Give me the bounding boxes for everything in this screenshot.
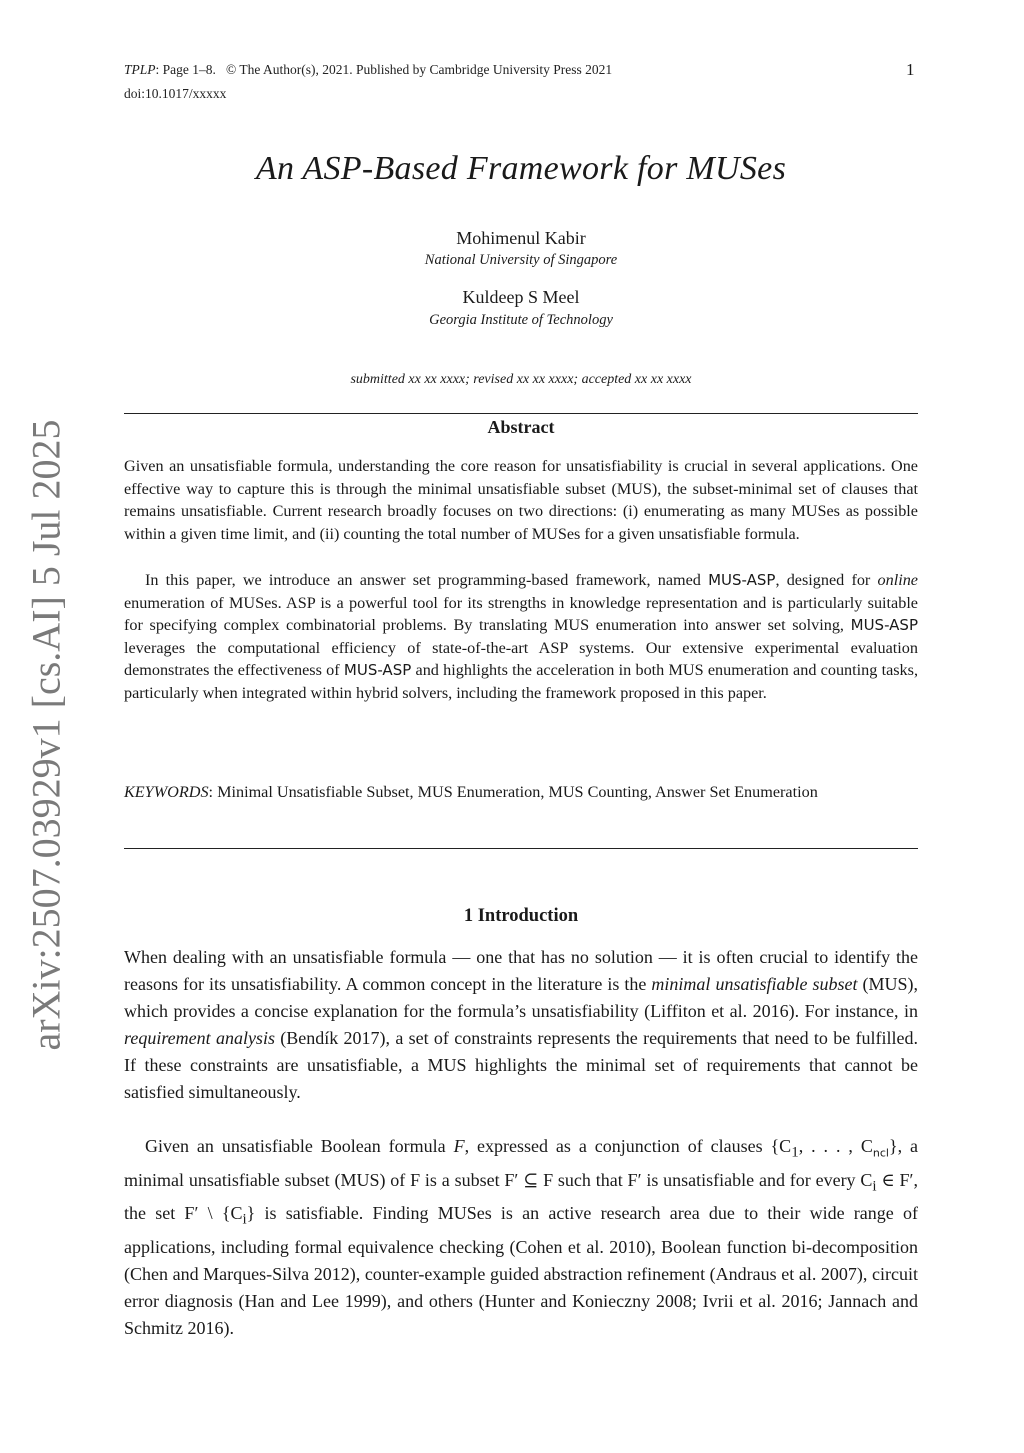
keywords-label: KEYWORDS — [124, 783, 209, 801]
paper-title: An ASP-Based Framework for MUSes — [255, 150, 787, 187]
bottom-rule — [124, 848, 918, 849]
section-heading: 1 Introduction — [463, 906, 579, 926]
intro-paragraph-2: Given an unsatisfiable Boolean formula F, expressed as a conjunction of clauses {$C_1$, . . . , $C_{ncl}$}, a minimal unsatisfiable subset (MUS) of F is a subset F′ ⊆ F such that F′ is unsatisfiable and for every $C_i$ ∈ F′, the set F′ \ $\{C_i\}$ is satisfiable. Finding MUSes is an active research area due to their wide range of applications, including formal equivalence checking (Cohen et al. 2010), Boolean function bi-decomposition (Chen and Marques-Silva 2012), counter-example guided abstraction refinement (Andraus et al. 2007), circuit error diagnosis (Han and Lee 1999), and others (Hunter and Konieczny 2008; Ivrii et al. 2016; Jannach and Schmitz 2016). — [124, 1136, 918, 1338]
keywords — [124, 781, 918, 804]
keywords-list: : Minimal Unsatisfiable Subset, MUS Enumeration, MUS Counting, Answer Set Enumeration — [208, 783, 818, 801]
author-affiliation: Georgia Institute of Technology — [429, 312, 613, 328]
page-range: : Page 1–8. — [155, 62, 216, 77]
intro-paragraph-1: When dealing with an unsatisfiable formula — one that has no solution — it is often crucial to identify the reasons for its unsatisfiability. A common concept in the literature is the minimal unsatisfiable subset (MUS), which provides a concise explanation for the formula’s unsatisfiability (Liffiton et al. 2016). For instance, in requirement analysis (Bendík 2017), a set of constraints represents the requirements that need to be fulfilled. If these constraints are unsatisfiable, a MUS highlights the minimal set of requirements that cannot be satisfied simultaneously. — [124, 947, 918, 1102]
author-name: Mohimenul Kabir — [456, 228, 586, 248]
abstract-paragraph-1: Given an unsatisfiable formula, understanding the core reason for unsatisfiability is crucial in several applications. One effective way to capture this is through the minimal unsatisfiable subset (MUS), the subset-minimal set of clauses that remains unsatisfiable. Current research broadly focuses on two directions: (i) enumerating as many MUSes as possible within a given time limit, and (ii) counting the total number of MUSes for a given unsatisfiable formula. — [124, 457, 918, 543]
author-name: Kuldeep S Meel — [462, 287, 580, 307]
abstract-heading: Abstract — [487, 417, 555, 437]
tool-name: MUS-ASP — [708, 571, 776, 589]
arxiv-side-label: arXiv:2507.03929v1 [cs.AI] 5 Jul 2025 — [23, 419, 69, 1051]
doi: doi:10.1017/xxxxx — [124, 86, 227, 101]
running-header — [124, 62, 612, 78]
author-affiliation: National University of Singapore — [424, 252, 618, 268]
copyright-notice: © The Author(s), 2021. Published by Cambridge University Press 2021 — [226, 62, 613, 77]
journal-name: TPLP — [124, 62, 156, 77]
tool-name: MUS-ASP — [850, 616, 918, 635]
tool-name: MUS-ASP — [343, 661, 412, 680]
page-number: 1 — [906, 60, 915, 79]
top-rule — [124, 413, 918, 414]
abstract-paragraph-2: In this paper, we introduce an answer set programming-based framework, named MUS-ASP, designed for online enumeration of MUSes. ASP is a powerful tool for its strengths in knowledge representation and is particularly suitable for specifying complex combinatorial problems. By translating MUS enumeration into answer set solving, MUS-ASP leverages the computational efficiency of state-of-the-art ASP systems. Our extensive experimental evaluation demonstrates the effectiveness of MUS-ASP and highlights the acceleration in both MUS enumeration and counting tasks, particularly when integrated within hybrid solvers, including the framework proposed in this paper. — [124, 571, 918, 702]
submission-dates: submitted xx xx xxxx; revised xx xx xxxx; accepted xx xx xxxx — [350, 372, 692, 387]
